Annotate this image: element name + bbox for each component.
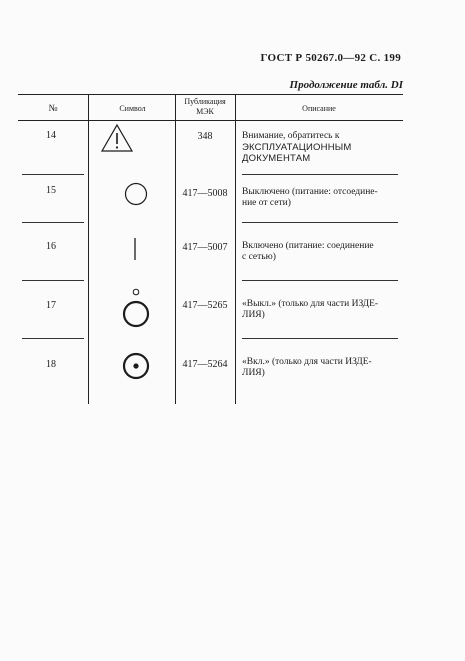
symbol-description: [242, 357, 400, 379]
publication-number: 417—5264: [182, 359, 228, 370]
column-header-description: Описание: [302, 104, 336, 113]
symbol-description: [242, 131, 400, 164]
table-continuation-label: Продолжение табл. DI: [289, 79, 403, 91]
description-line: «Выкл.» (только для части ИЗДЕ-: [242, 299, 379, 309]
row-separator: [242, 280, 398, 281]
circle-off-icon: [123, 181, 149, 207]
row-separator: [22, 222, 84, 223]
warning-triangle-icon: [100, 123, 134, 153]
page-header: ГОСТ Р 50267.0—92 С. 199: [260, 52, 401, 64]
publication-number: 417—5008: [182, 188, 228, 199]
publication-number: 417—5007: [182, 242, 228, 253]
row-separator: [22, 174, 84, 175]
row-number: 17: [46, 300, 56, 311]
column-header-symbol: Символ: [119, 104, 146, 113]
description-line: Внимание, обратитесь к: [242, 131, 340, 141]
description-line: ние от сети): [242, 198, 291, 208]
symbols-table: [18, 94, 403, 404]
row-separator: [242, 174, 398, 175]
row-separator: [22, 280, 84, 281]
vertical-bar-on-icon: [131, 236, 139, 262]
table-header-border: [18, 120, 403, 121]
row-number: 14: [46, 130, 56, 141]
circle-part-off-icon: [120, 288, 152, 330]
description-line: Выключено (питание: отсоедине-: [242, 187, 378, 197]
table-top-border: [18, 94, 403, 95]
publication-number: 348: [197, 131, 213, 142]
row-number: 18: [46, 359, 56, 370]
row-number: 16: [46, 241, 56, 252]
description-line: Включено (питание: соединение: [242, 241, 374, 251]
row-separator: [22, 338, 84, 339]
row-separator: [242, 338, 398, 339]
column-header-publication: [175, 97, 235, 117]
column-divider: [235, 94, 236, 404]
description-line: «Вкл.» (только для части ИЗДЕ-: [242, 357, 372, 367]
column-header-no: №: [48, 104, 58, 114]
publication-number: 417—5265: [182, 300, 228, 311]
column-header-publication-line: МЭК: [196, 107, 214, 116]
description-line: ДОКУМЕНТАМ: [242, 153, 311, 164]
description-line: ЛИЯ): [242, 368, 265, 378]
column-header-publication-line: Публикация: [184, 97, 226, 106]
row-separator: [242, 222, 398, 223]
symbol-description: [242, 241, 400, 263]
description-line: ЛИЯ): [242, 310, 265, 320]
symbol-description: [242, 299, 400, 321]
circle-dot-part-on-icon: [121, 351, 151, 381]
symbol-description: [242, 187, 400, 209]
description-line: с сетью): [242, 252, 276, 262]
column-divider: [88, 94, 89, 404]
description-line: ЭКСПЛУАТАЦИОННЫМ: [242, 142, 352, 153]
row-number: 15: [46, 185, 56, 196]
